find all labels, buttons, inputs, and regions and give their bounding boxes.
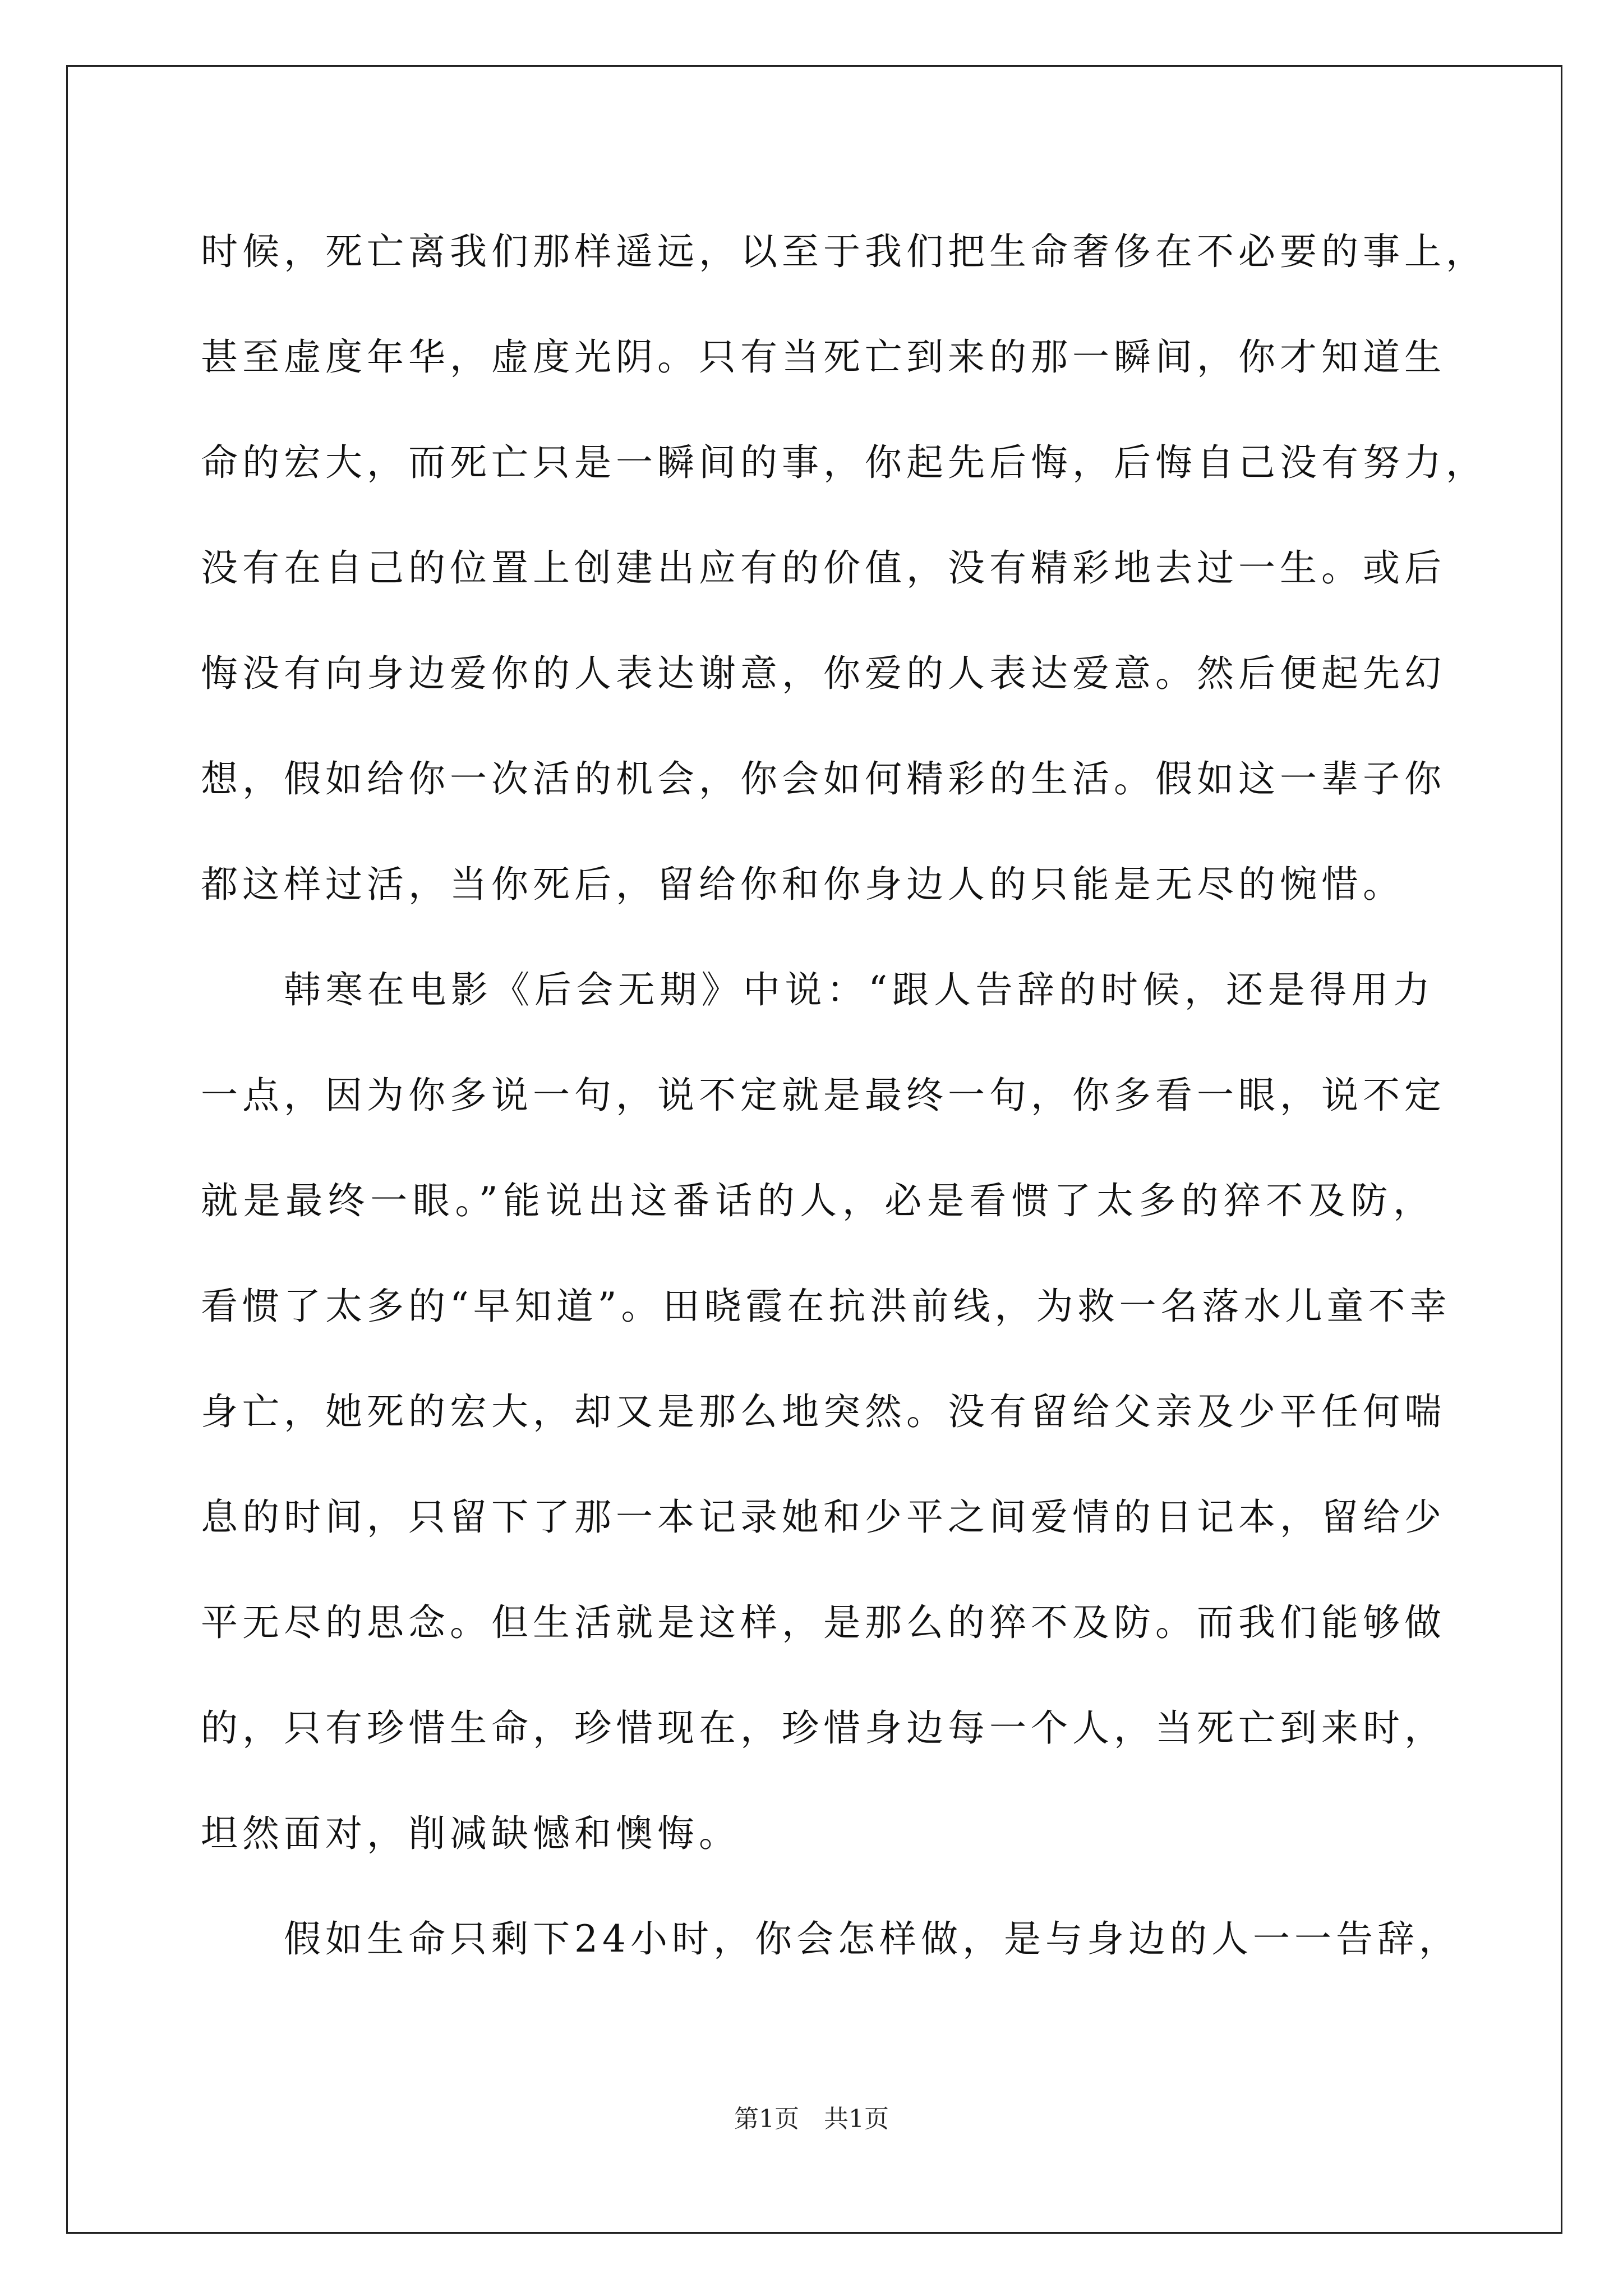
- text-line: 就是最终一眼。”能说出这番话的人，必是看惯了太多的猝不及防，: [201, 1179, 1435, 1222]
- text-line: 时候，死亡离我们那样遥远，以至于我们把生命奢侈在不必要的事上，: [201, 230, 1487, 273]
- text-line: 一点，因为你多说一句，说不定就是最终一句，你多看一眼，说不定: [201, 1074, 1446, 1117]
- text-line: 想，假如给你一次活的机会，你会如何精彩的生活。假如这一辈子你: [201, 757, 1446, 800]
- document-body: [201, 199, 1487, 1992]
- page-number-footer: 第1页 共1页: [734, 2105, 889, 2133]
- text-line: 身亡，她死的宏大，却又是那么地突然。没有留给父亲及少平任何喘: [201, 1390, 1446, 1433]
- text-line: 甚至虚度年华，虚度光阴。只有当死亡到来的那一瞬间，你才知道生: [201, 335, 1446, 379]
- text-line: 坦然面对，削减缺憾和懊悔。: [201, 1812, 740, 1855]
- text-line: 悔没有向身边爱你的人表达谢意，你爱的人表达爱意。然后便起先幻: [201, 652, 1446, 695]
- text-line: 的，只有珍惜生命，珍惜现在，珍惜身边每一个人，当死亡到来时，: [201, 1706, 1446, 1750]
- text-line: 没有在自己的位置上创建出应有的价值，没有精彩地去过一生。或后: [201, 546, 1446, 590]
- text-line: 假如生命只剩下24小时，你会怎样做，是与身边的人一一告辞，: [284, 1917, 1460, 1961]
- text-line: 息的时间，只留下了那一本记录她和少平之间爱情的日记本，留给少: [201, 1496, 1446, 1539]
- text-line: 韩寒在电影《后会无期》中说：“跟人告辞的时候，还是得用力: [284, 968, 1435, 1011]
- text-line: 看惯了太多的“早知道”。田晓霞在抗洪前线，为救一名落水儿童不幸: [201, 1285, 1451, 1328]
- text-line: 命的宏大，而死亡只是一瞬间的事，你起先后悔，后悔自己没有努力，: [201, 441, 1487, 484]
- text-line: 平无尽的思念。但生活就是这样，是那么的猝不及防。而我们能够做: [201, 1601, 1446, 1644]
- text-line: 都这样过活，当你死后，留给你和你身边人的只能是无尽的惋惜。: [201, 863, 1404, 906]
